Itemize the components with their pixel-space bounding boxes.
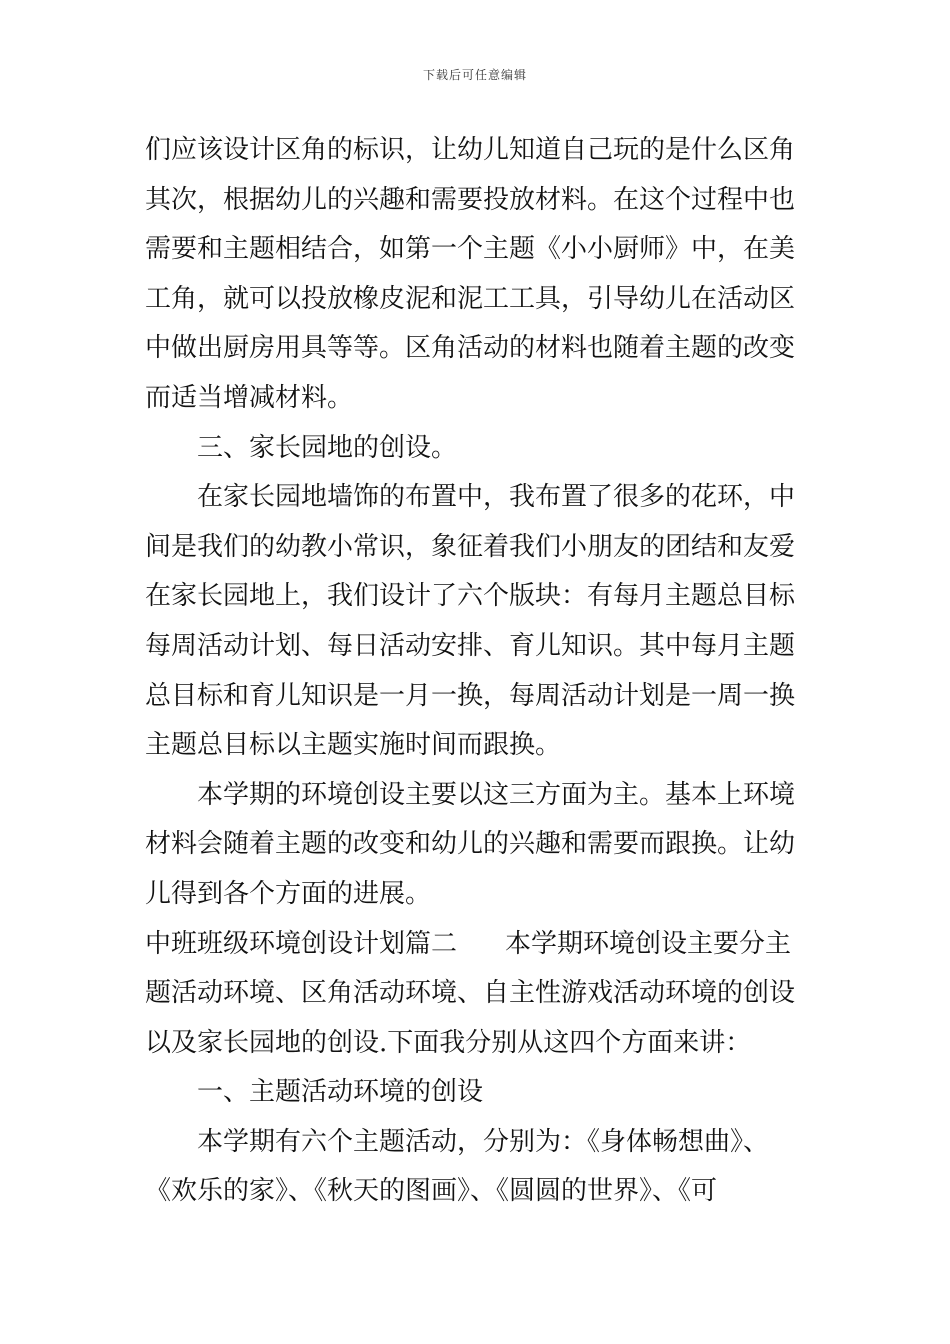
paragraph-line: 而适当增减材料。 xyxy=(145,382,354,413)
paragraph-line: 工角，就可以投放橡皮泥和泥工工具，引导幼儿在活动区 xyxy=(145,283,796,314)
paragraph-line: 需要和主题相结合，如第一个主题《小小厨师》中，在美 xyxy=(145,234,796,265)
paragraph-line: 在家长园地墙饰的布置中，我布置了很多的花环，中 xyxy=(197,482,796,513)
paragraph-line: 每周活动计划、每日活动安排、育儿知识。其中每月主题 xyxy=(145,630,796,661)
article-title: 中班班级环境创设计划篇二 xyxy=(145,928,458,959)
article-title-line xyxy=(145,920,810,970)
paragraph-line: 主题总目标以主题实施时间而跟换。 xyxy=(145,730,562,761)
paragraph-line: 其次，根据幼儿的兴趣和需要投放材料。在这个过程中也 xyxy=(145,184,796,215)
paragraph-line: 本学期的环境创设主要以这三方面为主。基本上环境 xyxy=(197,779,796,810)
paragraph-line: 在家长园地上，我们设计了六个版块：有每月主题总目标 xyxy=(145,581,796,612)
document-body xyxy=(145,126,810,1217)
section-heading: 三、家长园地的创设。 xyxy=(197,432,458,463)
section-heading: 一、主题活动环境的创设 xyxy=(197,1077,484,1108)
paragraph-line: 们应该设计区角的标识，让幼儿知道自己玩的是什么区角 xyxy=(145,135,796,165)
paragraph-line: 《欢乐的家》、《秋天的图画》、《圆圆的世界》、《可 xyxy=(145,1176,718,1207)
paragraph-line: 儿得到各个方面的进展。 xyxy=(145,878,432,909)
paragraph-line: 间是我们的幼教小常识，象征着我们小朋友的团结和友爱 xyxy=(145,531,796,562)
page-header: 下载后可任意编辑 xyxy=(422,68,527,82)
paragraph-line: 以及家长园地的创设.下面我分别从这四个方面来讲： xyxy=(145,1027,752,1058)
paragraph-line: 中做出厨房用具等等。区角活动的材料也随着主题的改变 xyxy=(145,333,796,364)
paragraph-line: 材料会随着主题的改变和幼儿的兴趣和需要而跟换。让幼 xyxy=(145,829,796,860)
paragraph-start: 本学期环境创设主要分主 xyxy=(505,928,792,959)
paragraph-line: 题活动环境、区角活动环境、自主性游戏活动环境的创设 xyxy=(145,978,796,1009)
paragraph-line: 本学期有六个主题活动，分别为：《身体畅想曲》、 xyxy=(197,1126,770,1157)
paragraph-line: 总目标和育儿知识是一月一换，每周活动计划是一周一换 xyxy=(145,680,796,711)
